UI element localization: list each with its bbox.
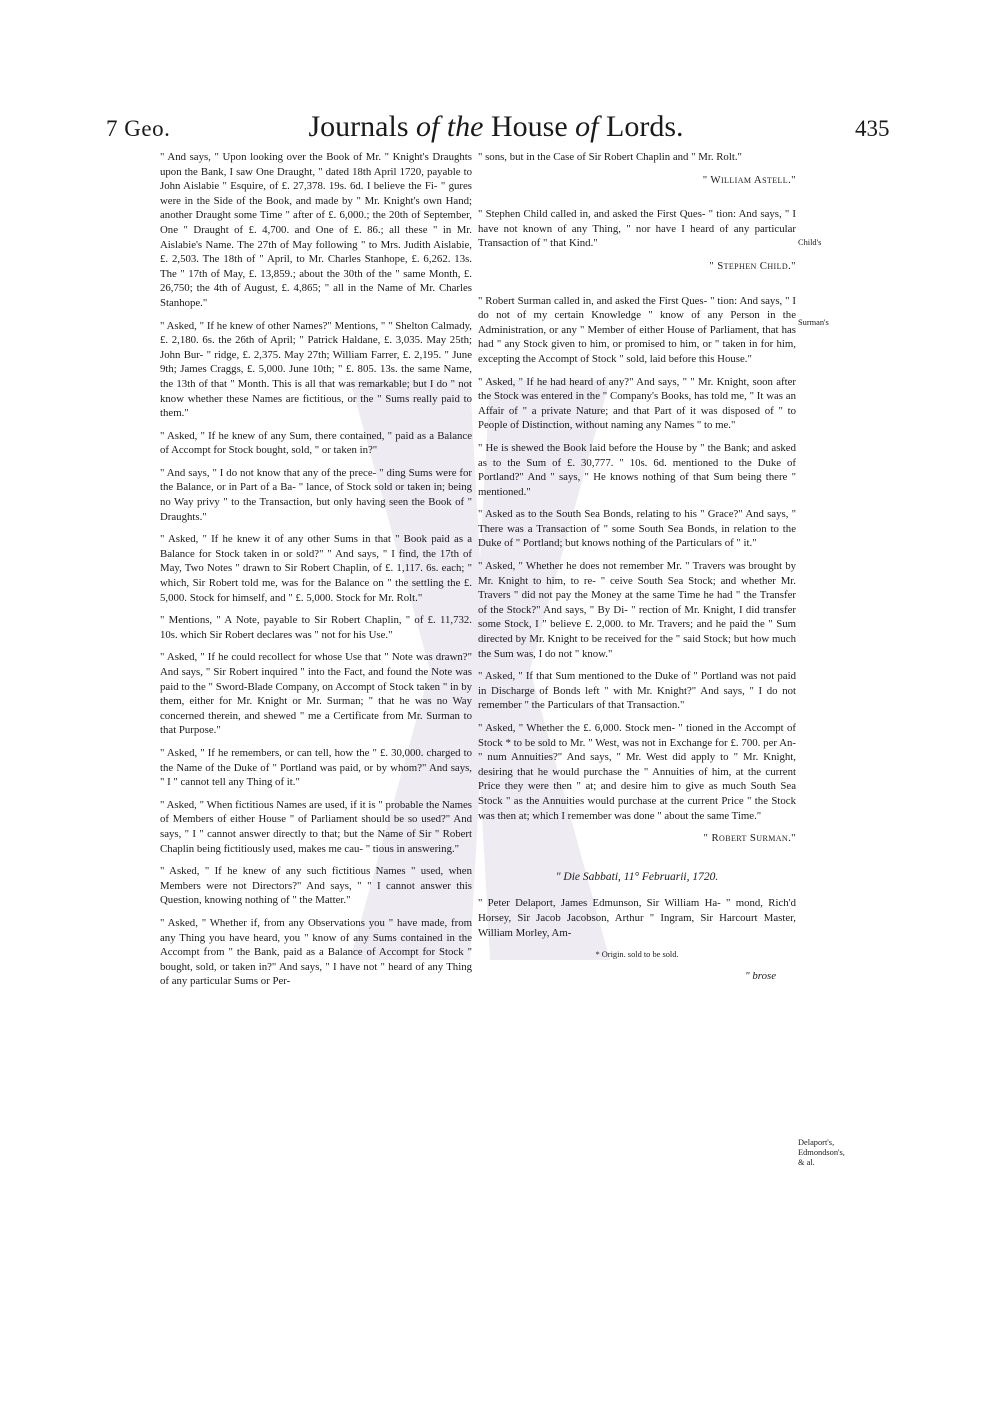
signature-william-astell: " William Astell." xyxy=(702,173,796,186)
left-paragraph: " Asked, " If he knew of any Sum, there contained, " paid as a Balance of Accompt for Stock bought, sold, " or taken in?" xyxy=(160,429,472,457)
margin-note-surman: Surman's xyxy=(798,318,829,327)
left-paragraph: " And says, " I do not know that any of the prece- " ding Sums were for the Balance, or in Part of a Ba- " lance, of Stock sold or taken in; being no Way privy " to the Transaction, but only having seen the Book of " Draughts." xyxy=(160,466,472,523)
left-paragraph: " Asked, " If he knew of any such fictitious Names " used, when Members were not Directors?" And says, " " I cannot answer this Question, knowing nothing of " the Matter." xyxy=(160,865,472,907)
running-head-regnal-year: 7 Geo. xyxy=(106,116,171,141)
margin-note-edmondson: Edmondson's, xyxy=(798,1148,845,1157)
left-paragraph: " Asked, " If he knew of other Names?" Mentions, " " Shelton Calmady, £. 2,180. 6s. the 26th of April; " Patrick Haldane, £. 3,035. May 25th; John Bur- " ridge, £. 2,375. May 27th; William Farrer, £. 2,195. " June 9th; James Craggs, £. 5,000. June 10th; " £. 805. 13s. the same Name, the 13th of that " Month. This is all that was remarkable; but I do " not know whether these Names are fictitious, or the " Sums really paid to them." xyxy=(160,319,472,420)
right-paragraph: " He is shewed the Book laid before the House by " the Bank; and asked as to the Sum of £. 30,777. " 10s. 6d. mentioned to the Duke of Portland?" And " says, " He knows nothing of that Sum being there " mentioned." xyxy=(478,441,796,498)
page-number: 435 xyxy=(855,116,890,141)
title-word-lords: Lords. xyxy=(606,110,684,143)
running-head-title xyxy=(0,110,992,144)
right-column xyxy=(478,150,796,983)
right-paragraph: " Stephen Child called in, and asked the First Ques- " tion: And says, " I have not known of any Thing, " nor have I heard of any particular Transaction of " that Kind." xyxy=(478,208,796,250)
sitting-date: " Die Sabbati, 11° Februarii, 1720. xyxy=(555,870,719,883)
margin-note-delaport: Delaport's, xyxy=(798,1138,835,1147)
catchword: " brose xyxy=(745,969,776,982)
left-paragraph: " Mentions, " A Note, payable to Sir Robert Chaplin, " of £. 11,732. 10s. which Sir Robert declares was " not for his Use." xyxy=(160,614,472,641)
left-paragraph: " And says, " Upon looking over the Book of Mr. " Knight's Draughts upon the Bank, I saw One Draught, " dated 18th April 1720, payable to John Aislabie " Esquire, of £. 27,378. 19s. 6d. I believe the Fi- " gures were in the Side of the Book, and made by " Mr. Knight's own Hand; another Draught some Time " after of £. 6,000.; the 20th of September, One " Draught of £. 4,700. and One of £. 86.; all these " in Mr. Aislabie's Name. The 27th of May following " to Mrs. Judith Aislabie, £. 2,503. The 18th of " April, to Mr. Charles Stanhope, £. 6,262. 13s. The " 17th of May, £. 13,859.; about the 30th of the " same Month, £. 26,750; the 4th of August, £. 4,865; " all in the Name of Mr. Charles Stanhope." xyxy=(160,151,472,309)
right-paragraph: " Robert Surman called in, and asked the First Ques- " tion: And says, " I do not of my certain Knowledge " know of any Person in the Administration, or any " Member of either House of Parliament, that has had " any Stock given to him, or promised to him, or " taken in for him, excepting the Accompt of Stock " sold, laid before this House." xyxy=(478,294,796,365)
left-column xyxy=(160,150,472,997)
right-paragraph: " Asked as to the South Sea Bonds, relating to his " Grace?" And says, " There was a Transaction of " some South Sea Bonds, in relation to the Duke of " Portland; but knows nothing of the Particulars of " it." xyxy=(478,508,796,550)
title-word-house: House xyxy=(491,110,568,143)
title-word-the: the xyxy=(446,110,484,143)
footnote: * Origin. sold to be sold. xyxy=(595,950,679,960)
signature-stephen-child: " Stephen Child." xyxy=(709,259,796,272)
left-paragraph: " Asked, " When fictitious Names are used, if it is " probable the Names of Members of either House " of Parliament should be so used?" And says, " I " cannot answer directly to that; but the Name of Sir " Robert Chaplin being fictitiously used, makes me cau- " tious in answering." xyxy=(160,798,472,855)
right-paragraph: " sons, but in the Case of Sir Robert Chaplin and " Mr. Rolt." xyxy=(478,151,742,163)
left-paragraph: " Asked, " If he knew it of any other Sums in that " Book paid as a Balance for Stock taken in or sold?" " And says, " I find, the 17th of May, Two Notes " drawn to Sir Robert Chaplin, of £. 1,117. 6s. each; " which, Sir Robert told me, was for the Balance on " the settling the £. 5,000. Stock for himself, and " £. 5,000. Stock for Mr. Rolt." xyxy=(160,533,472,604)
right-paragraph: " Asked, " If that Sum mentioned to the Duke of " Portland was not paid in Discharge of Bonds left " with Mr. Knight?" And says, " I do not remember " the Particulars of that Transaction." xyxy=(478,670,796,712)
title-word-of-2: of xyxy=(575,110,599,143)
margin-note-child: Child's xyxy=(798,238,822,247)
margin-note-al: & al. xyxy=(798,1158,815,1167)
signature-robert-surman: " Robert Surman." xyxy=(703,832,796,845)
left-paragraph: " Asked, " If he remembers, or can tell, how the " £. 30,000. charged to the Name of the Duke of " Portland was paid, or by whom?" And says, " I " cannot tell any Thing of it." xyxy=(160,746,472,789)
right-paragraph: " Asked, " If he had heard of any?" And says, " " Mr. Knight, soon after the Stock was entered in the " Company's Books, has told me, " It was an Affair of " a private Nature; and that Part of it was disposed of " to People of Distinction, without naming any Names " to me." xyxy=(478,375,796,432)
title-word-of: of xyxy=(416,110,440,143)
left-paragraph: " Asked, " Whether if, from any Observations you " have made, from any Thing you have heard, you " know of any Sums contained in the Accompt from " the Bank, paid as a Balance of Accompt for Stock " bought, sold, or taken in?" And says, " I have not " heard of any Thing of any particular Sums or Per- xyxy=(160,916,472,988)
right-paragraph: " Peter Delaport, James Edmunson, Sir William Ha- " mond, Rich'd Horsey, Sir Jacob Jacobson, Arthur " Ingram, Sir Harcourt Master, William Morley, Am- xyxy=(478,897,796,939)
right-paragraph: " Asked, " Whether he does not remember Mr. " Travers was brought by Mr. Knight to him, to re- " ceive South Sea Stock; and whether Mr. Travers " did not pay the Money at the same Time he had " the Transfer of the Stock?" And says, " By Di- " rection of Mr. Knight, I did transfer some Stock, I " believe £. 2,000. to Mr. Travers; and he paid the " Sum directed by Mr. Knight to be received for the " said Stock; but how much the Sum was, I do not " know." xyxy=(478,560,796,660)
right-paragraph: " Asked, " Whether the £. 6,000. Stock men- " tioned in the Accompt of Stock * to be sold to Mr. " West, was not in Exchange for £. 700. per An- " num Annuities?" And says, " Mr. West did apply to " Mr. Knight, desiring that he would purchase the " Annuities of him, at the current Price they were then " at; and desire him to give as much South Sea Stock " as the Annuities would purchase at the current Price " the Stock was then at; which I remember was done " about the same Time." xyxy=(478,722,796,822)
left-paragraph: " Asked, " If he could recollect for whose Use that " Note was drawn?" And says, " Sir Robert inquired " into the Fact, and found the Note was paid to the " Sword-Blade Company, on Accompt of Stock taken " in by them, either for Mr. Knight or Mr. Surman; " that he was no Way concerned therein, and shewed " me a Certificate from Mr. Surman to that Purpose." xyxy=(160,651,472,737)
title-word-journals: Journals xyxy=(308,110,409,143)
